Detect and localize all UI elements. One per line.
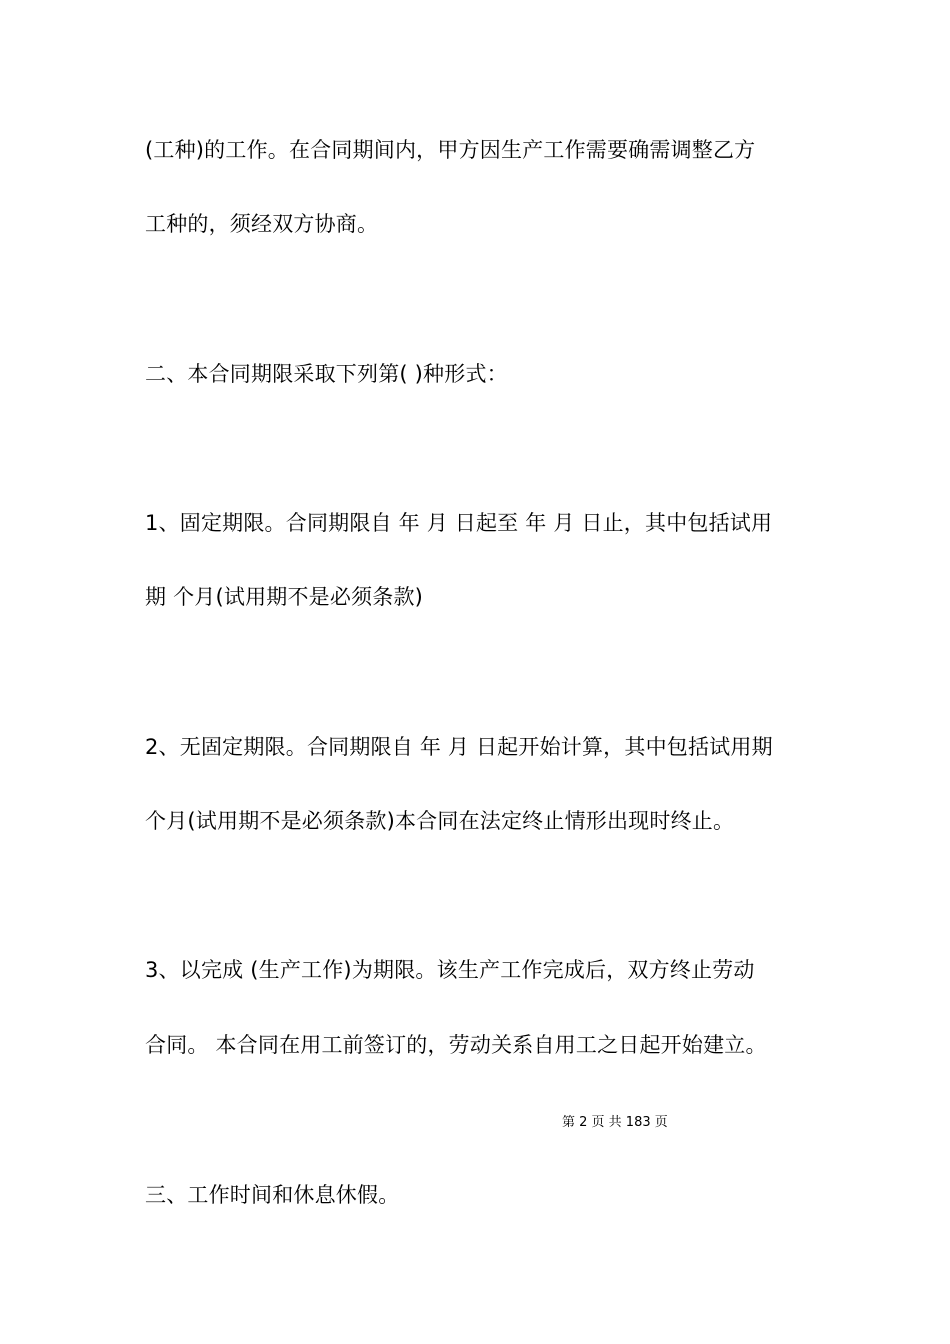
paragraph-line: 工种的，须经双方协商。	[145, 212, 379, 236]
paragraph-line: 个月(试用期不是必须条款)本合同在法定终止情形出现时终止。	[145, 809, 735, 833]
paragraph-line: 合同。 本合同在用工前签订的，劳动关系自用工之日起开始建立。	[145, 1033, 767, 1057]
paragraph-line: 1、固定期限。合同期限自 年 月 日起至 年 月 日止，其中包括试用	[145, 511, 773, 535]
paragraph-line: (工种)的工作。在合同期间内，甲方因生产工作需要确需调整乙方	[145, 138, 756, 162]
section-heading: 二、本合同期限采取下列第( )种形式：	[145, 362, 508, 386]
paragraph-line: 3、以完成 (生产工作)为期限。该生产工作完成后，双方终止劳动	[145, 958, 755, 982]
section-heading: 三、工作时间和休息休假。	[145, 1183, 400, 1207]
paragraph-line: 2、无固定期限。合同期限自 年 月 日起开始计算，其中包括试用期	[145, 735, 773, 759]
paragraph-line: 期 个月(试用期不是必须条款)	[145, 585, 424, 609]
page-footer: 第 2 页 共 183 页	[562, 1115, 668, 1130]
